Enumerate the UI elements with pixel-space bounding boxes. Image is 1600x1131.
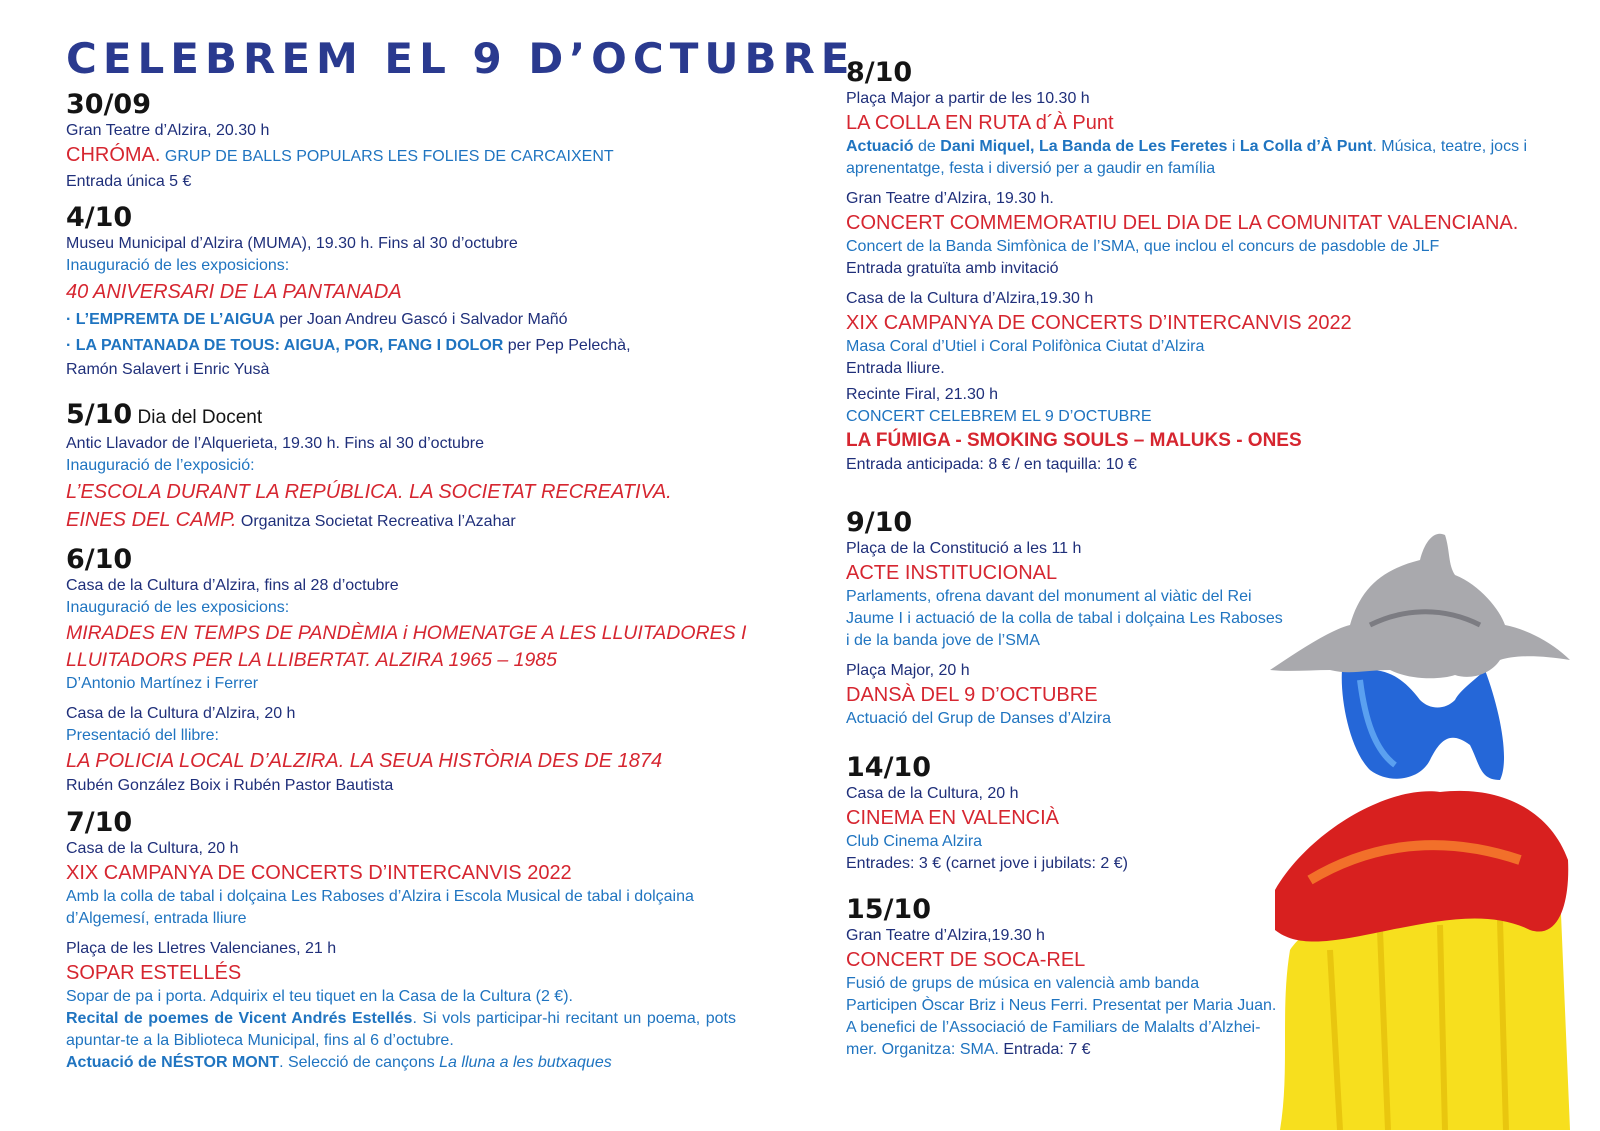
event-title: L’ESCOLA DURANT LA REPÚBLICA. LA SOCIETAT RECREATIVA. xyxy=(66,481,672,503)
event-venue: Gran Teatre d’Alzira,19.30 h xyxy=(846,927,1045,944)
event-date-suffix: Dia del Docent xyxy=(132,407,263,428)
event-description: Concert de la Banda Simfònica de l’SMA, que inclou el concurs de pasdoble de JLF xyxy=(846,238,1440,255)
event-description: Actuació del Grup de Danses d’Alzira xyxy=(846,710,1112,727)
event-organizer: Organitza Societat Recreativa l’Azahar xyxy=(236,513,516,530)
event-authors: Rubén González Boix i Rubén Pastor Bautista xyxy=(66,777,394,794)
event-date: 6/10 xyxy=(66,544,133,575)
event-title-line xyxy=(66,142,736,171)
event-title: CHRÓMA. xyxy=(66,144,161,166)
event-title: SOPAR ESTELLÉS xyxy=(66,962,242,984)
performance-title: Actuació de NÉSTOR MONT xyxy=(66,1054,280,1071)
event-group: GRUP DE BALLS POPULARS LES FOLIES DE CARCAIXENT xyxy=(164,148,614,165)
event-intro: Inauguració de les exposicions: xyxy=(66,599,290,616)
event-block-0610 xyxy=(66,544,747,797)
event-price: Entrada anticipada: 8 € / en taquilla: 10 € xyxy=(846,456,1137,473)
event-venue: Casa de la Cultura d’Alzira, fins al 28 d’octubre xyxy=(66,577,399,594)
exhibit-authors-cont: Ramón Salavert i Enric Yusà xyxy=(66,361,270,378)
event-date: 30/09 xyxy=(66,89,152,120)
event-date: 14/10 xyxy=(846,752,932,783)
recital-title: Recital de poemes de Vicent Andrés Estellés xyxy=(66,1010,413,1027)
event-title-line xyxy=(66,507,736,535)
event-intro: Inauguració de l’exposició: xyxy=(66,457,255,474)
event-venue: Gran Teatre d’Alzira, 20.30 h xyxy=(66,122,270,139)
figure-blue-body xyxy=(1342,670,1504,780)
exhibit-authors: per Joan Andreu Gascó i Salvador Mañó xyxy=(274,311,568,328)
event-title: EINES DEL CAMP. xyxy=(66,509,237,531)
event-date: 15/10 xyxy=(846,894,932,925)
event-date: 8/10 xyxy=(846,57,913,88)
event-price: Entrada única 5 € xyxy=(66,173,192,190)
exhibit-title: · LA PANTANADA DE TOUS: AIGUA, POR, FANG I DOLOR xyxy=(66,337,504,354)
event-date: 4/10 xyxy=(66,202,133,233)
exhibit-item xyxy=(66,333,736,359)
event-title: CINEMA EN VALENCIÀ xyxy=(846,807,1060,829)
event-block-0410 xyxy=(66,203,736,381)
event-description: Amb la colla de tabal i dolçaina Les Raboses d’Alzira i Escola Musical de tabal i dolçaina d’Algemesí, entrada lliure xyxy=(66,888,694,927)
event-venue: Antic Llavador de l’Alquerieta, 19.30 h. Fins al 30 d’octubre xyxy=(66,435,485,452)
page-title: CELEBREM EL 9 D’OCTUBRE xyxy=(66,34,856,83)
exhibit-item xyxy=(66,307,736,333)
event-title: LLUITADORS PER LA LLIBERTAT. ALZIRA 1965 – 1985 xyxy=(66,649,557,671)
event-date-line xyxy=(66,400,736,433)
event-venue: Recinte Firal, 21.30 h xyxy=(846,386,999,403)
event-venue: Casa de la Cultura, 20 h xyxy=(846,785,1019,802)
event-description: A benefici de l’Associació de Familiars de Malalts d’Alzhei- xyxy=(846,1019,1261,1036)
desc-bold: Actuació xyxy=(846,138,914,155)
event-block-0810 xyxy=(846,58,1566,476)
event-description: Jaume I i actuació de la colla de tabal i dolçaina Les Raboses xyxy=(846,610,1283,627)
desc-text: de xyxy=(913,138,941,155)
event-date: 5/10 xyxy=(66,399,133,430)
event-title: CONCERT COMMEMORATIU DEL DIA DE LA COMUNITAT VALENCIANA. xyxy=(846,212,1519,234)
event-venue: Casa de la Cultura, 20 h xyxy=(66,840,239,857)
event-author: D’Antonio Martínez i Ferrer xyxy=(66,675,259,692)
figure-red-cape xyxy=(1275,791,1568,942)
event-title: LA COLLA EN RUTA d´À Punt xyxy=(846,112,1114,134)
event-description xyxy=(846,136,1566,180)
event-description: Club Cinema Alzira xyxy=(846,833,983,850)
event-venue: Plaça de les Lletres Valencianes, 21 h xyxy=(66,940,337,957)
event-venue: Casa de la Cultura d’Alzira,19.30 h xyxy=(846,290,1094,307)
event-description: i de la banda jove de l’SMA xyxy=(846,632,1040,649)
exhibit-title: · L’EMPREMTA DE L’AIGUA xyxy=(66,311,275,328)
event-subtitle: CONCERT CELEBREM EL 9 D’OCTUBRE xyxy=(846,408,1152,425)
event-organizer: mer. Organitza: SMA. xyxy=(846,1041,999,1058)
event-title: 40 ANIVERSARI DE LA PANTANADA xyxy=(66,281,402,303)
event-intro: Inauguració de les exposicions: xyxy=(66,257,290,274)
event-venue: Plaça de la Constitució a les 11 h xyxy=(846,540,1082,557)
performance-info: . Selecció de cançons xyxy=(279,1054,440,1071)
painted-figure-illustration xyxy=(1270,530,1570,1130)
event-price: Entrada lliure. xyxy=(846,360,945,377)
event-price: Entrades: 3 € (carnet jove i jubilats: 2 €) xyxy=(846,855,1128,872)
event-title: ACTE INSTITUCIONAL xyxy=(846,562,1058,584)
event-price: Entrada gratuïta amb invitació xyxy=(846,260,1059,277)
event-title: XIX CAMPANYA DE CONCERTS D’INTERCANVIS 2022 xyxy=(846,312,1352,334)
event-title: LA POLICIA LOCAL D’ALZIRA. LA SEUA HISTÒRIA DES DE 1874 xyxy=(66,750,663,772)
event-title: MIRADES EN TEMPS DE PANDÈMIA i HOMENATGE A LES LLUITADORES I xyxy=(66,622,747,644)
event-block-0510 xyxy=(66,400,736,535)
desc-bold: Dani Miquel, La Banda de Les Feretes xyxy=(940,138,1228,155)
desc-text: i xyxy=(1227,138,1240,155)
event-performance xyxy=(66,1052,736,1074)
event-description: Masa Coral d’Utiel i Coral Polifònica Ciutat d’Alzira xyxy=(846,338,1205,355)
event-description: Participen Òscar Briz i Neus Ferri. Presentat per Maria Juan. xyxy=(846,997,1277,1014)
desc-text: . Música, teatre, jocs i aprenentatge, festa i diversió per a gaudir en família xyxy=(846,138,1528,177)
recital-info: . Si vols participar-hi recitant un poema, pots apuntar-te a la Biblioteca Municipal, fins al 6 d’octubre. xyxy=(66,1010,736,1049)
event-venue: Plaça Major a partir de les 10.30 h xyxy=(846,90,1090,107)
event-price: Entrada: 7 € xyxy=(998,1041,1091,1058)
event-block-0710 xyxy=(66,808,736,1074)
event-intro: Presentació del llibre: xyxy=(66,727,219,744)
event-description: Fusió de grups de música en valencià amb banda xyxy=(846,975,1200,992)
event-date: 7/10 xyxy=(66,807,133,838)
event-venue: Gran Teatre d’Alzira, 19.30 h. xyxy=(846,190,1054,207)
event-title: XIX CAMPANYA DE CONCERTS D’INTERCANVIS 2022 xyxy=(66,862,572,884)
figure-grey-crest xyxy=(1270,534,1570,679)
performance-songs: La lluna a les butxaques xyxy=(439,1054,612,1071)
event-venue: Casa de la Cultura d’Alzira, 20 h xyxy=(66,705,296,722)
event-date: 9/10 xyxy=(846,507,913,538)
event-recital xyxy=(66,1008,736,1052)
event-title: DANSÀ DEL 9 D’OCTUBRE xyxy=(846,684,1098,706)
event-description: Sopar de pa i porta. Adquirix el teu tiquet en la Casa de la Cultura (2 €). xyxy=(66,988,573,1005)
event-title: LA FÚMIGA - SMOKING SOULS – MALUKS - ONES xyxy=(846,430,1302,451)
event-venue: Museu Municipal d’Alzira (MUMA), 19.30 h. Fins al 30 d’octubre xyxy=(66,235,518,252)
event-venue: Plaça Major, 20 h xyxy=(846,662,970,679)
event-title: CONCERT DE SOCA-REL xyxy=(846,949,1086,971)
exhibit-authors: per Pep Pelechà, xyxy=(503,337,631,354)
event-block-3009 xyxy=(66,90,736,193)
desc-bold: La Colla d’À Punt xyxy=(1239,138,1373,155)
event-description: Parlaments, ofrena davant del monument al viàtic del Rei xyxy=(846,588,1252,605)
